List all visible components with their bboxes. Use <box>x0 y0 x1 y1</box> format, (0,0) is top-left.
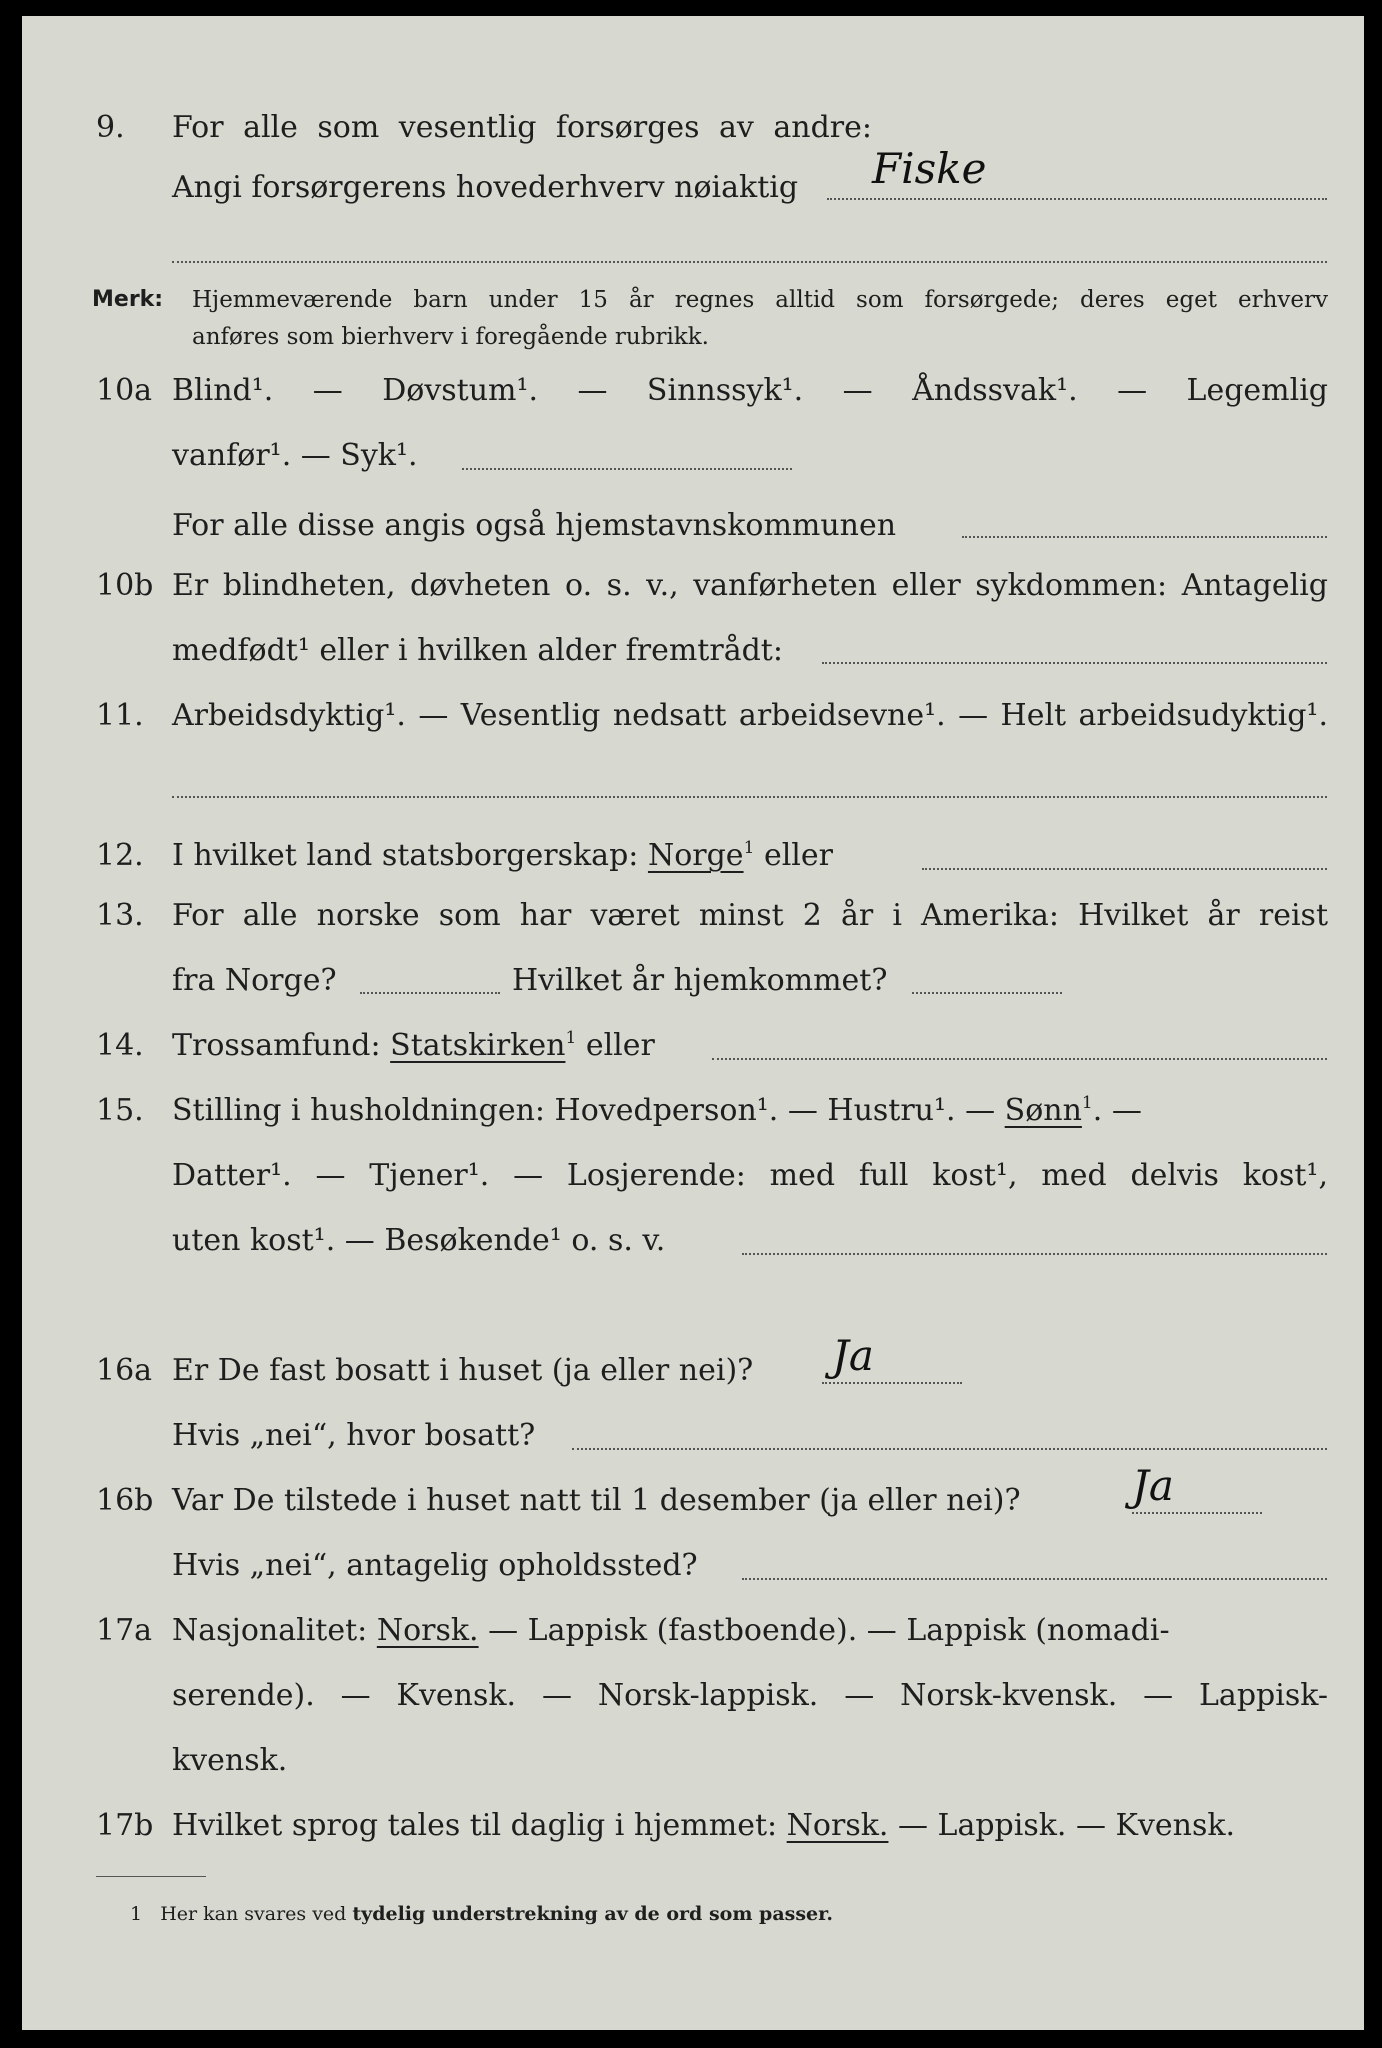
q16b-handwritten-answer: Ja <box>1132 1461 1174 1510</box>
q16b-text2: Hvis „nei“, antagelig opholdssted? <box>172 1548 698 1583</box>
merk-label: Merk: <box>92 287 164 312</box>
q17b-option-norsk[interactable]: Norsk. <box>786 1808 889 1843</box>
q11-number: 11. <box>96 698 144 733</box>
q15-answer-line <box>742 1253 1327 1255</box>
q16b-opholdssted-line <box>742 1578 1327 1580</box>
merk-text2: anføres som bierhverv i foregående rubrikk. <box>192 324 709 350</box>
q16a-bosatt-line <box>572 1448 1327 1450</box>
q10a-text1: Blind¹. — Døvstum¹. — Sinnssyk¹. — Åndssvak¹. — Legemlig <box>172 373 1328 408</box>
q16a-text2: Hvis „nei“, hvor bosatt? <box>172 1418 536 1453</box>
q17a-number: 17a <box>96 1613 153 1648</box>
q10a-text2: vanfør¹. — Syk¹. <box>172 438 418 473</box>
q16a-text1: Er De fast bosatt i huset (ja eller nei)? <box>172 1353 754 1388</box>
q17b-number: 17b <box>96 1808 154 1843</box>
q13-number: 13. <box>96 898 144 933</box>
q15-text1 <box>172 1091 1142 1131</box>
q17b-suffix: — Lappisk. — Kvensk. <box>897 1808 1236 1843</box>
q17b-text <box>172 1806 1235 1846</box>
q16a-handwritten-answer: Ja <box>832 1331 874 1380</box>
q16b-answer-line <box>1132 1512 1262 1514</box>
q13-text2b: Hvilket år hjemkommet? <box>512 963 888 998</box>
q14-footnote-ref: 1 <box>565 1028 577 1048</box>
q12-prefix: I hvilket land statsborgerskap: <box>172 838 639 873</box>
merk-text1: Hjemmeværende barn under 15 år regnes alltid som forsørgede; deres eget erhverv <box>192 287 1328 313</box>
footnote-pre: Her kan svares ved <box>160 1903 347 1925</box>
q10a-hjemstavn-line <box>962 536 1327 538</box>
q10a-syk-line <box>462 468 792 470</box>
q15-footnote-ref: 1 <box>1081 1093 1093 1113</box>
q17a-text3: kvensk. <box>172 1743 288 1778</box>
q13-text1: For alle norske som har været minst 2 år i Amerika: Hvilket år reist <box>172 898 1328 933</box>
q12-option-norge[interactable]: Norge <box>647 838 744 873</box>
q17a-option-norsk[interactable]: Norsk. <box>376 1613 479 1648</box>
q15-number: 15. <box>96 1093 144 1128</box>
q13-hjemkommet-line <box>912 992 1062 994</box>
q17a-suffix: — Lappisk (fastboende). — Lappisk (nomadi- <box>488 1613 1170 1648</box>
q17a-text1 <box>172 1611 1170 1651</box>
q14-number: 14. <box>96 1028 144 1063</box>
q13-reist-line <box>360 992 500 994</box>
q14-answer-line <box>712 1058 1327 1060</box>
q11-text1: Arbeidsdyktig¹. — Vesentlig nedsatt arbeidsevne¹. — Helt arbeidsudyktig¹. <box>172 698 1328 733</box>
q17a-text2: serende). — Kvensk. — Norsk-lappisk. — Norsk-kvensk. — Lappisk- <box>172 1678 1328 1713</box>
footnote-bold: tydelig understrekning av de ord som passer. <box>352 1903 833 1925</box>
q12-answer-line <box>922 868 1327 870</box>
q9-answer-line <box>827 198 1327 200</box>
q16b-text1: Var De tilstede i huset natt til 1 desember (ja eller nei)? <box>172 1483 1021 1518</box>
q9-text2: Angi forsørgerens hovederhverv nøiaktig <box>172 170 799 205</box>
q15-option-sonn[interactable]: Sønn <box>1004 1093 1082 1128</box>
q12-number: 12. <box>96 838 144 873</box>
q15-text3: uten kost¹. — Besøkende¹ o. s. v. <box>172 1223 666 1258</box>
q16b-number: 16b <box>96 1483 154 1518</box>
footnote-mark: 1 <box>130 1903 143 1925</box>
q9-extra-line <box>172 261 1327 263</box>
q12-suffix: eller <box>763 838 833 873</box>
q10a-number: 10a <box>96 373 153 408</box>
q10b-text1: Er blindheten, døvheten o. s. v., vanførheten eller sykdommen: Antagelig <box>172 568 1328 603</box>
footnote-text <box>130 1894 833 1934</box>
q10a-text3: For alle disse angis også hjemstavnskommunen <box>172 508 897 543</box>
q14-option-statskirken[interactable]: Statskirken <box>390 1028 566 1063</box>
q10b-answer-line <box>822 662 1327 664</box>
footnote-rule <box>96 1876 206 1877</box>
q13-text2a: fra Norge? <box>172 963 337 998</box>
q14-prefix: Trossamfund: <box>172 1028 381 1063</box>
q10b-text2: medfødt¹ eller i hvilken alder fremtrådt: <box>172 633 783 668</box>
q16a-answer-line <box>822 1382 962 1384</box>
q16a-number: 16a <box>96 1353 153 1388</box>
q14-suffix: eller <box>585 1028 655 1063</box>
q9-number: 9. <box>96 110 125 145</box>
q12-text <box>172 836 833 876</box>
q17b-prefix: Hvilket sprog tales til daglig i hjemmet: <box>172 1808 778 1843</box>
q10b-number: 10b <box>96 568 154 603</box>
q9-text1: For alle som vesentlig forsørges av andre: <box>172 110 872 145</box>
q11-extra-line <box>172 796 1327 798</box>
q14-text <box>172 1026 655 1066</box>
q15-suffix: . — <box>1092 1093 1142 1128</box>
q9-handwritten-answer: Fiske <box>872 144 987 193</box>
census-form-page <box>22 16 1364 2030</box>
q17a-prefix: Nasjonalitet: <box>172 1613 368 1648</box>
q15-text2: Datter¹. — Tjener¹. — Losjerende: med full kost¹, med delvis kost¹, <box>172 1158 1328 1193</box>
q15-prefix: Stilling i husholdningen: Hovedperson¹. — Hustru¹. — <box>172 1093 996 1128</box>
q12-footnote-ref: 1 <box>743 838 755 858</box>
